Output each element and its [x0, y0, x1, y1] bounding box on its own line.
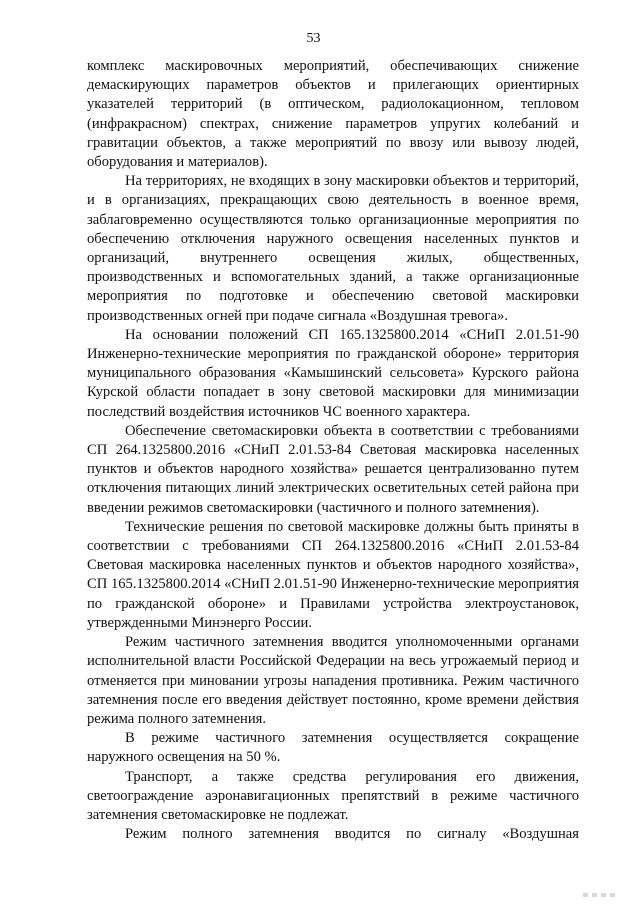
- paragraph-truncated: Режим полного затемнения вводится по сигналу «Воздушная: [125, 826, 579, 843]
- page-body: [87, 57, 579, 844]
- paragraph: Обеспечение светомаскировки объекта в соответствии с требованиями СП 264.1325800.2016 «СНиП 2.01.53-84 Световая маскировка населенных пунктов и объектов народного хозяйства» решается централизованно путем отключения питающих линий электрических осветительных сетей района при введении режимов светомаскировки (частичного и полного затемнения).: [87, 422, 579, 516]
- paragraph: Режим частичного затемнения вводится уполномоченными органами исполнительной власти Российской Федерации на весь угрожаемый период и отменяется при миновании угрозы нападения противника. Режим частичного затемнения после его введения действует постоянно, кроме времени действия режима полного затемнения.: [87, 634, 579, 727]
- paragraph: Транспорт, а также средства регулирования его движения, светоограждение аэронавигационных препятствий в режиме частичного затемнения светомаскировке не подлежат.: [87, 768, 579, 823]
- scan-artifact: [583, 893, 619, 897]
- page-number: 53: [306, 31, 321, 46]
- paragraph: Технические решения по световой маскировке должны быть приняты в соответствии с требованиями СП 264.1325800.2016 «СНиП 2.01.53-84 Световая маскировка населенных пунктов и объектов народного хозяйства», СП 165.1325800.2014 «СНиП 2.01.51-90 Инженерно-технические мероприятия по гражданской обороне» и Правилами устройства электроустановок, утвержденными Минэнерго России.: [87, 518, 579, 631]
- paragraph: На основании положений СП 165.1325800.2014 «СНиП 2.01.51-90 Инженерно-технические мероприятия по гражданской обороне» территория муниципального образования «Камышинский сельсовета» Курского района Курской области попадает в зону световой маскировки для минимизации последствий воздействия источников ЧС военного характера.: [87, 326, 579, 420]
- paragraph: В режиме частичного затемнения осуществляется сокращение наружного освещения на 50 %.: [87, 730, 579, 766]
- paragraph: На территориях, не входящих в зону маскировки объектов и территорий, и в организациях, прекращающих свою деятельность в военное время, заблаговременно осуществляются только организационные мероприятия по обеспечению отключения наружного освещения населенных пунктов и организаций, внутреннего освещения жилых, общественных, производственных и вспомогательных зданий, а также организационные мероприятия по подготовке и обеспечению световой маскировки производственных огней при подаче сигнала «Воздушная тревога».: [87, 173, 579, 324]
- paragraph-continued: комплекс маскировочных мероприятий, обеспечивающих снижение демаскирующих параметров объектов и прилегающих ориентирных указателей территорий (в оптическом, радиолокационном, тепловом (инфракрасном) спектрах, снижение параметров упругих колебаний и гравитации объектов, а также мероприятий по ввозу или вывозу людей, оборудования и материалов).: [87, 58, 579, 171]
